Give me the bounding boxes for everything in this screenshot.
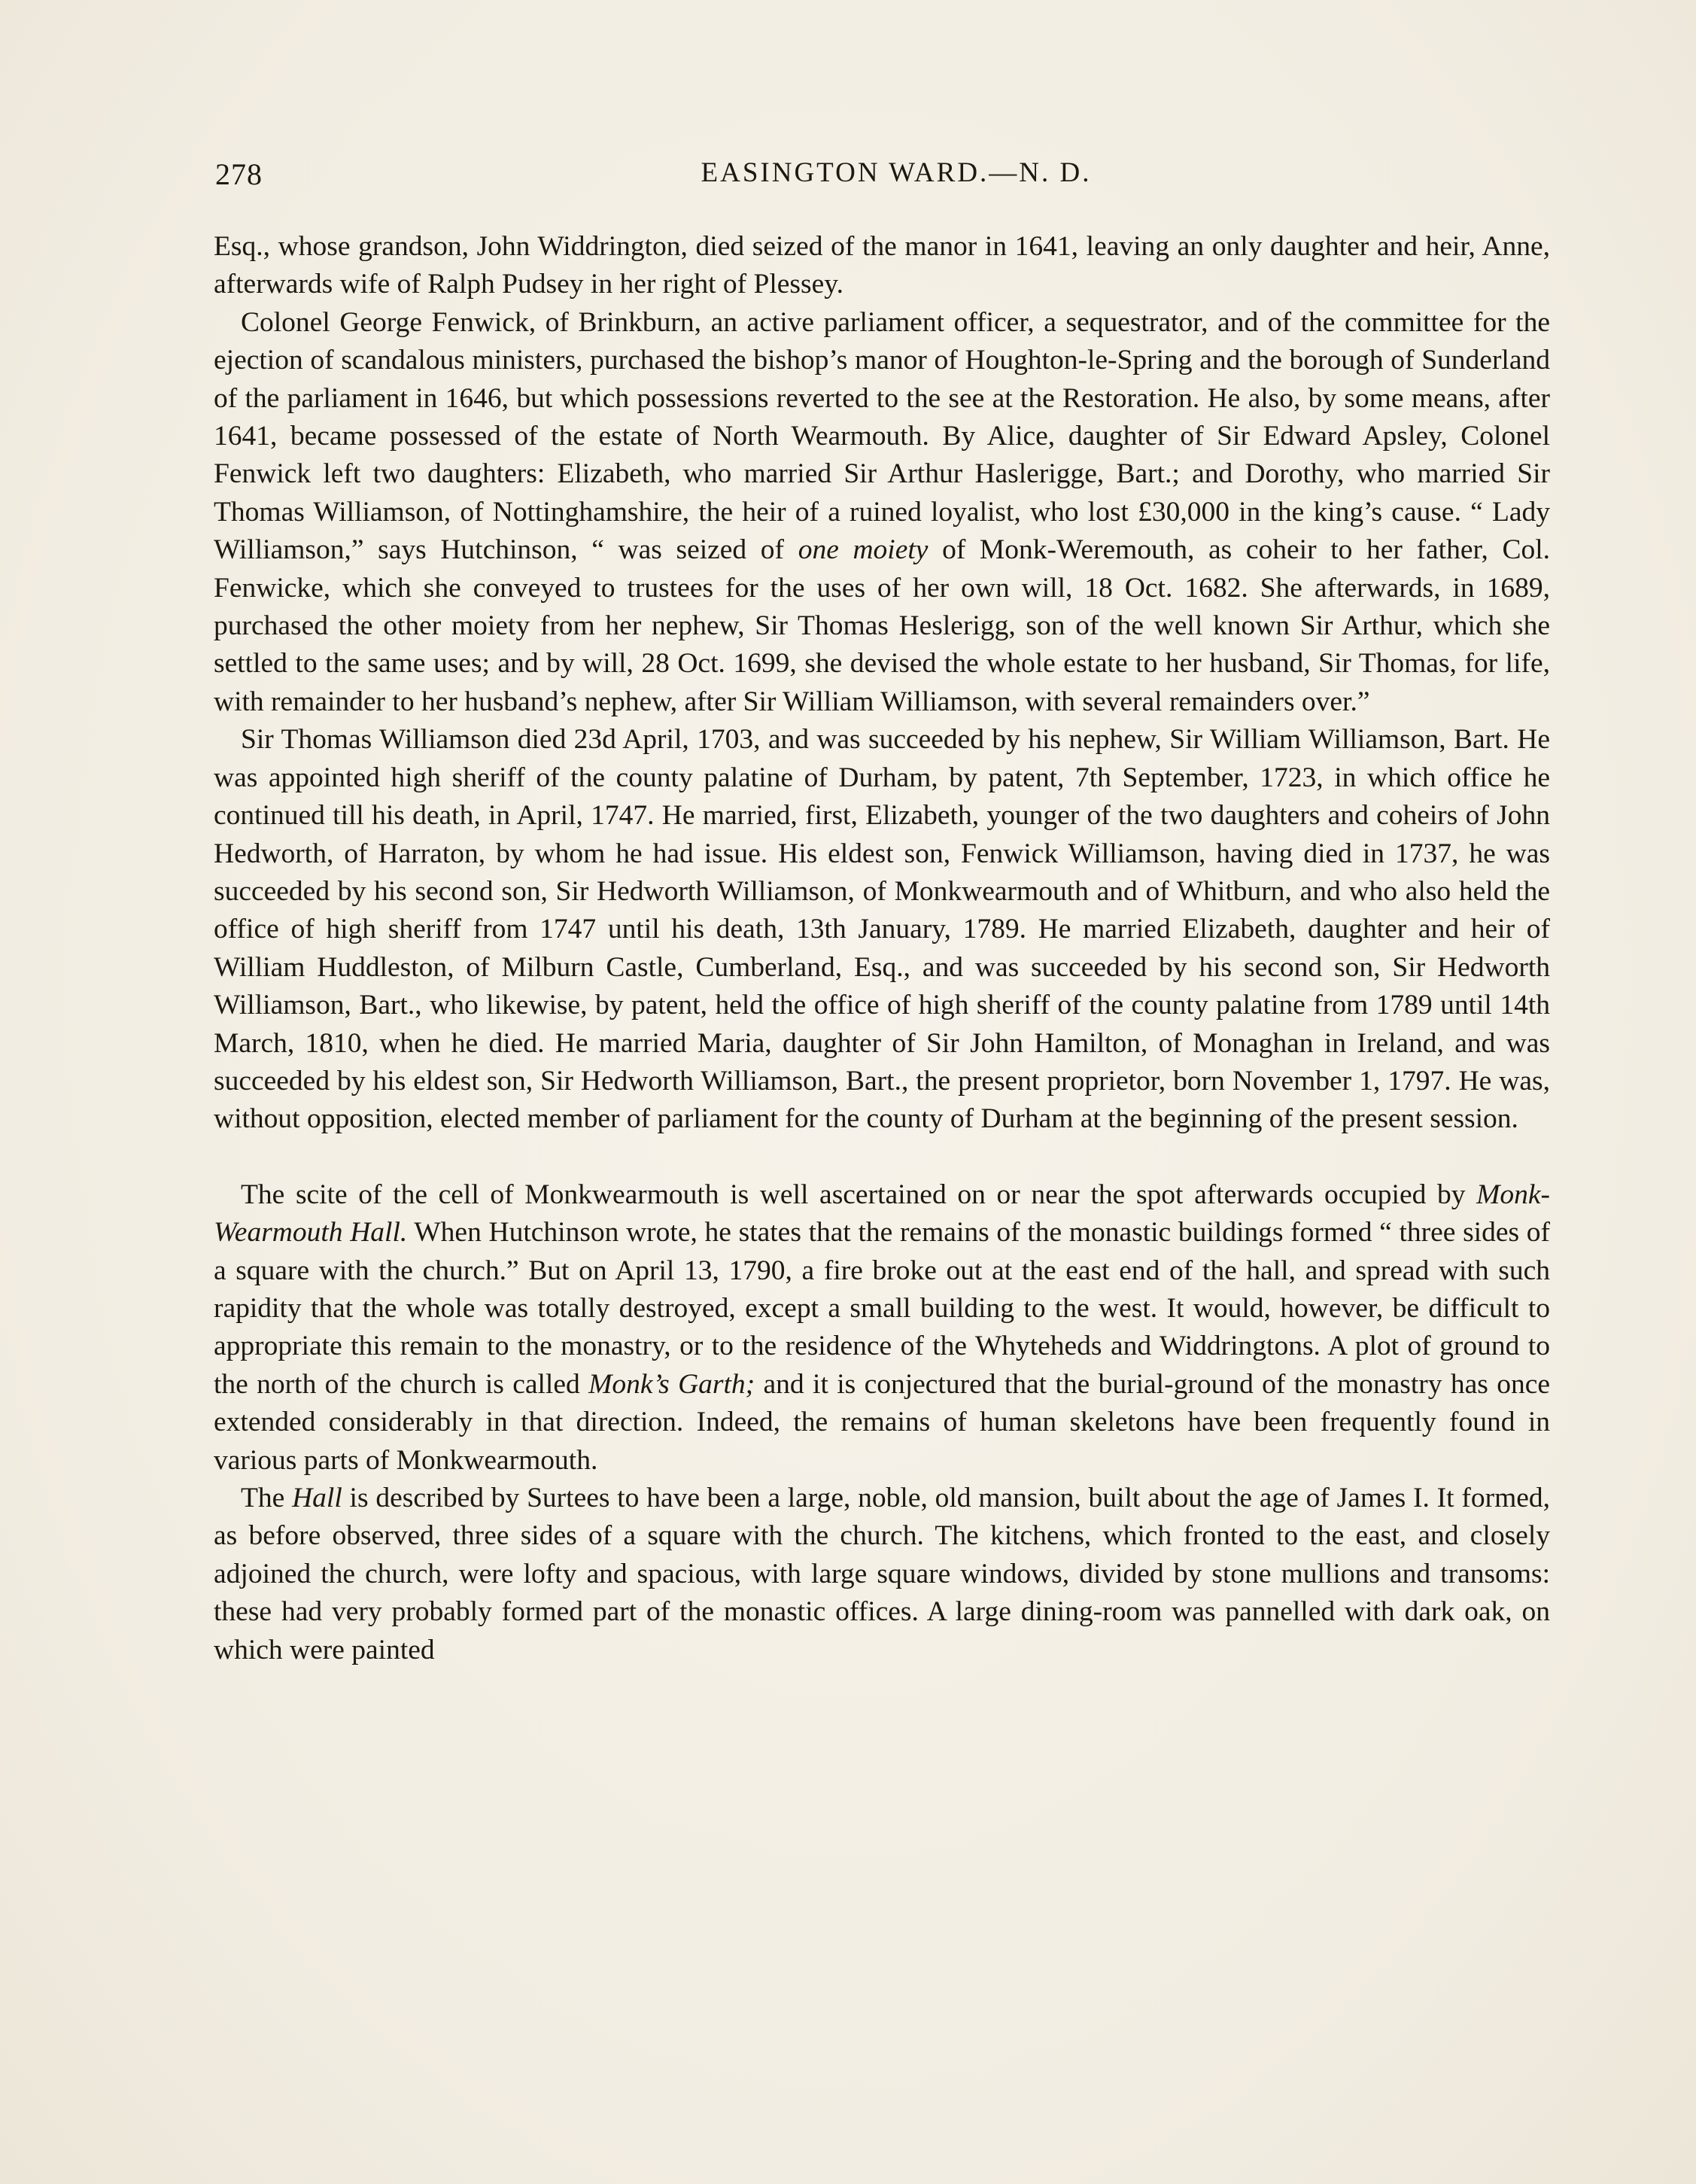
paragraph-text: Colonel George Fenwick, of Brinkburn, an active parliament officer, a sequestrator, and of the committee for the ejection of scandalous ministers, purchased the bishop’s manor of Houghton-le-Spring and the borough of Sunderland of the parliament in 1646, but which possessions reverted to the see at the Restoration. He also, by some means, after 1641, became possessed of the estate of North Wearmouth. By Alice, daughter of Sir Edward Apsley, Colonel Fenwick left two daughters: Elizabeth, who married Sir Arthur Haslerigge, Bart.; and Dorothy, who married Sir Thomas Williamson, of Nottinghamshire, the heir of a ruined loyalist, who lost £30,000 in the king’s cause. “ Lady Williamson,” says Hutchinson, “ was seized of <box>214 306 1550 566</box>
paragraph-text: Esq., whose grandson, John Widdrington, died seized of the manor in 1641, leaving an only daughter and heir, Anne, afterwards wife of Ralph Pudsey in her right of Plessey. <box>214 231 1550 300</box>
body-text <box>214 228 1550 1669</box>
italic-phrase: Monk-Wearmouth Hall. <box>214 1179 1550 1249</box>
italic-phrase: one moiety <box>798 534 929 566</box>
paragraph-text: and it is conjectured that the burial-ground of the monastry has once extended considerably in that direction. Indeed, the remains of human skeletons have been frequently found in various parts of Monkwearmouth. <box>214 1368 1550 1476</box>
paragraph-fenwick <box>214 304 1550 721</box>
paragraph-williamson <box>214 721 1550 1138</box>
page-number: 278 <box>215 157 263 191</box>
paragraph-text: When Hutchinson wrote, he states that the remains of the monastic buildings formed “ three sides of a square with the church.” But on April 13, 1790, a fire broke out at the east end of the hall, and spread with such rapidity that the whole was totally destroyed, except a small building to the west. It would, however, be difficult to appropriate this remain to the monastry, or to the residence of the Whyteheds and Widdringtons. A plot of ground to the north of the church is called <box>214 1217 1550 1400</box>
paragraph-hall <box>214 1480 1550 1669</box>
paragraph-text: Sir Thomas Williamson died 23d April, 1703, and was succeeded by his nephew, Sir William Williamson, Bart. He was appointed high sheriff of the county palatine of Durham, by patent, 7th September, 1723, in which office he continued till his death, in April, 1747. He married, first, Elizabeth, younger of the two daughters and coheirs of John Hedworth, of Harraton, by whom he had issue. His eldest son, Fenwick Williamson, having died in 1737, he was succeeded by his second son, Sir Hedworth Williamson, of Monkwearmouth and of Whitburn, and who also held the office of high sheriff from 1747 until his death, 13th January, 1789. He married Elizabeth, daughter and heir of William Huddleston, of Milburn Castle, Cumberland, Esq., and was succeeded by his second son, Sir Hedworth Williamson, Bart., who likewise, by patent, held the office of high sheriff of the county palatine from 1789 until 14th March, 1810, when he died. He married Maria, daughter of Sir John Hamilton, of Monaghan in Ireland, and was succeeded by his eldest son, Sir Hedworth Williamson, Bart., the present proprietor, born November 1, 1797. He was, without opposition, elected member of parliament for the county of Durham at the beginning of the present session. <box>214 724 1550 1135</box>
paragraph-monkwearmouth-cell <box>214 1176 1550 1480</box>
page-header <box>215 157 1547 202</box>
paragraph-text: The <box>241 1483 285 1513</box>
paragraph-text: of Monk-Weremouth, as coheir to her father, Col. Fenwicke, which she conveyed to trustees for the uses of her own will, 18 Oct. 1682. She afterwards, in 1689, purchased the other moiety from her nephew, Sir Thomas Heslerigg, son of the well known Sir Arthur, which she settled to the same uses; and by will, 28 Oct. 1699, she devised the whole estate to her husband, Sir Thomas, for life, with remainder to her husband’s nephew, after Sir William Williamson, with several remainders over.” <box>214 534 1551 717</box>
running-title: EASINGTON WARD.—N. D. <box>701 157 1092 188</box>
italic-phrase: Hall <box>292 1483 342 1513</box>
paragraph-text: The scite of the cell of Monkwearmouth is well ascertained on or near the spot afterwards occupied by <box>241 1179 1466 1210</box>
paragraph-text: is described by Surtees to have been a large, noble, old mansion, built about the age of James I. It formed, as before observed, three sides of a square with the church. The kitchens, which fronted to the east, and closely adjoined the church, were lofty and spacious, with large square windows, divided by stone mullions and transoms: these had very probably formed part of the monastic offices. A large dining-room was pannelled with dark oak, on which were painted <box>214 1483 1551 1665</box>
paragraph-continuation <box>214 228 1550 304</box>
italic-phrase: Monk’s Garth; <box>588 1368 755 1400</box>
